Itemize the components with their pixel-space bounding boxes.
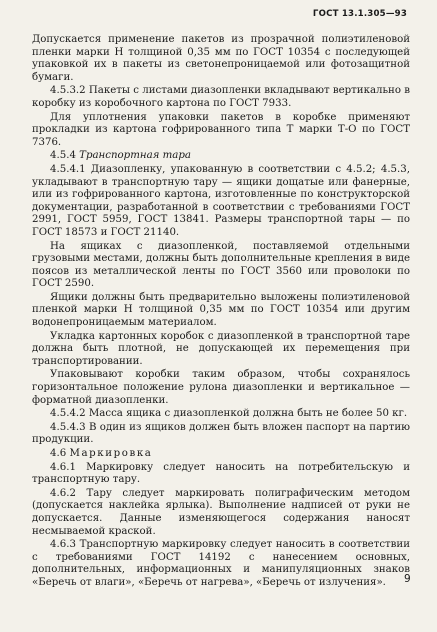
paragraph: Упаковывают коробки таким образом, чтобы сохранялось горизонтальное положение рулона диазопленки и вертикальное — форматной диазопленки. [32,369,410,406]
section-title: Маркировка [69,448,153,459]
paragraph: 4.6.2 Тару следует маркировать полиграфическим методом (допускается наклейка ярлыка). Выполнение надписей от руки не допускается. Данные изменяющегося содержания наносят несмываемой краской. [32,487,410,537]
page-header: ГОСТ 13.1.305—93 [312,9,407,19]
paragraph: Для уплотнения упаковки пакетов в коробке применяют прокладки из картона гофрированного типа Т марки Т-О по ГОСТ 7376. [32,111,410,148]
paragraph: Допускается применение пакетов из прозрачной полиэтиленовой пленки марки Н толщиной 0,35 мм по ГОСТ 10354 с последующей упаковкой их в пакеты из светонепроницаемой или фотозащитной бумаги. [32,34,410,83]
paragraph: 4.5.4.1 Диазопленку, упакованную в соответствии с 4.5.2; 4.5.3, укладывают в транспортную тару — ящики дощатые или фанерные, или из гофрированного картона, изготовленные по конструкторской документации, разработанной в соответствии с требованиями ГОСТ 2991, ГОСТ 5959, ГОСТ 13841. Размеры транспортной тары — по ГОСТ 18573 и ГОСТ 21140. [32,163,410,238]
document-body [32,34,410,591]
page-number: 9 [404,573,411,585]
section-heading [32,150,410,163]
paragraph: Ящики должны быть предварительно выложены полиэтиленовой пленкой марки Н толщиной 0,35 мм по ГОСТ 10354 или другим водонепроницаемым материалом. [32,291,410,329]
section-number: 4.6 [50,448,67,459]
paragraph: Укладка картонных коробок с диазопленкой в транспортной таре должна быть плотной, не допускающей их перемещения при транспортировании. [32,330,410,367]
section-title: Транспортная тара [79,150,191,162]
paragraph: На ящиках с диазопленкой, поставляемой отдельными грузовыми местами, должны быть дополнительные крепления в виде поясов из металлической ленты по ГОСТ 3560 или проволоки по ГОСТ 2590. [32,240,410,290]
paragraph: 4.6.3 Транспортную маркировку следует наносить в соответствии с требованиями ГОСТ 14192 с нанесением основных, дополнительных, информационных и манипуляционных знаков «Беречь от влаги», «Беречь от нагрева», «Беречь от излучения». [32,539,410,588]
paragraph: 4.5.4.2 Масса ящика с диазопленкой должна быть не более 50 кг. [50,408,408,420]
section-heading [32,448,410,461]
paragraph: 4.6.1 Маркировку следует наносить на потребительскую и транспортную тару. [32,461,410,486]
paragraph: 4.5.4.3 В один из ящиков должен быть вложен паспорт на партию продукции. [32,421,410,446]
paragraph: 4.5.3.2 Пакеты с листами диазопленки вкладывают вертикально в коробку из коробочного картона по ГОСТ 7933. [32,85,410,109]
section-number: 4.5.4 [50,150,76,162]
